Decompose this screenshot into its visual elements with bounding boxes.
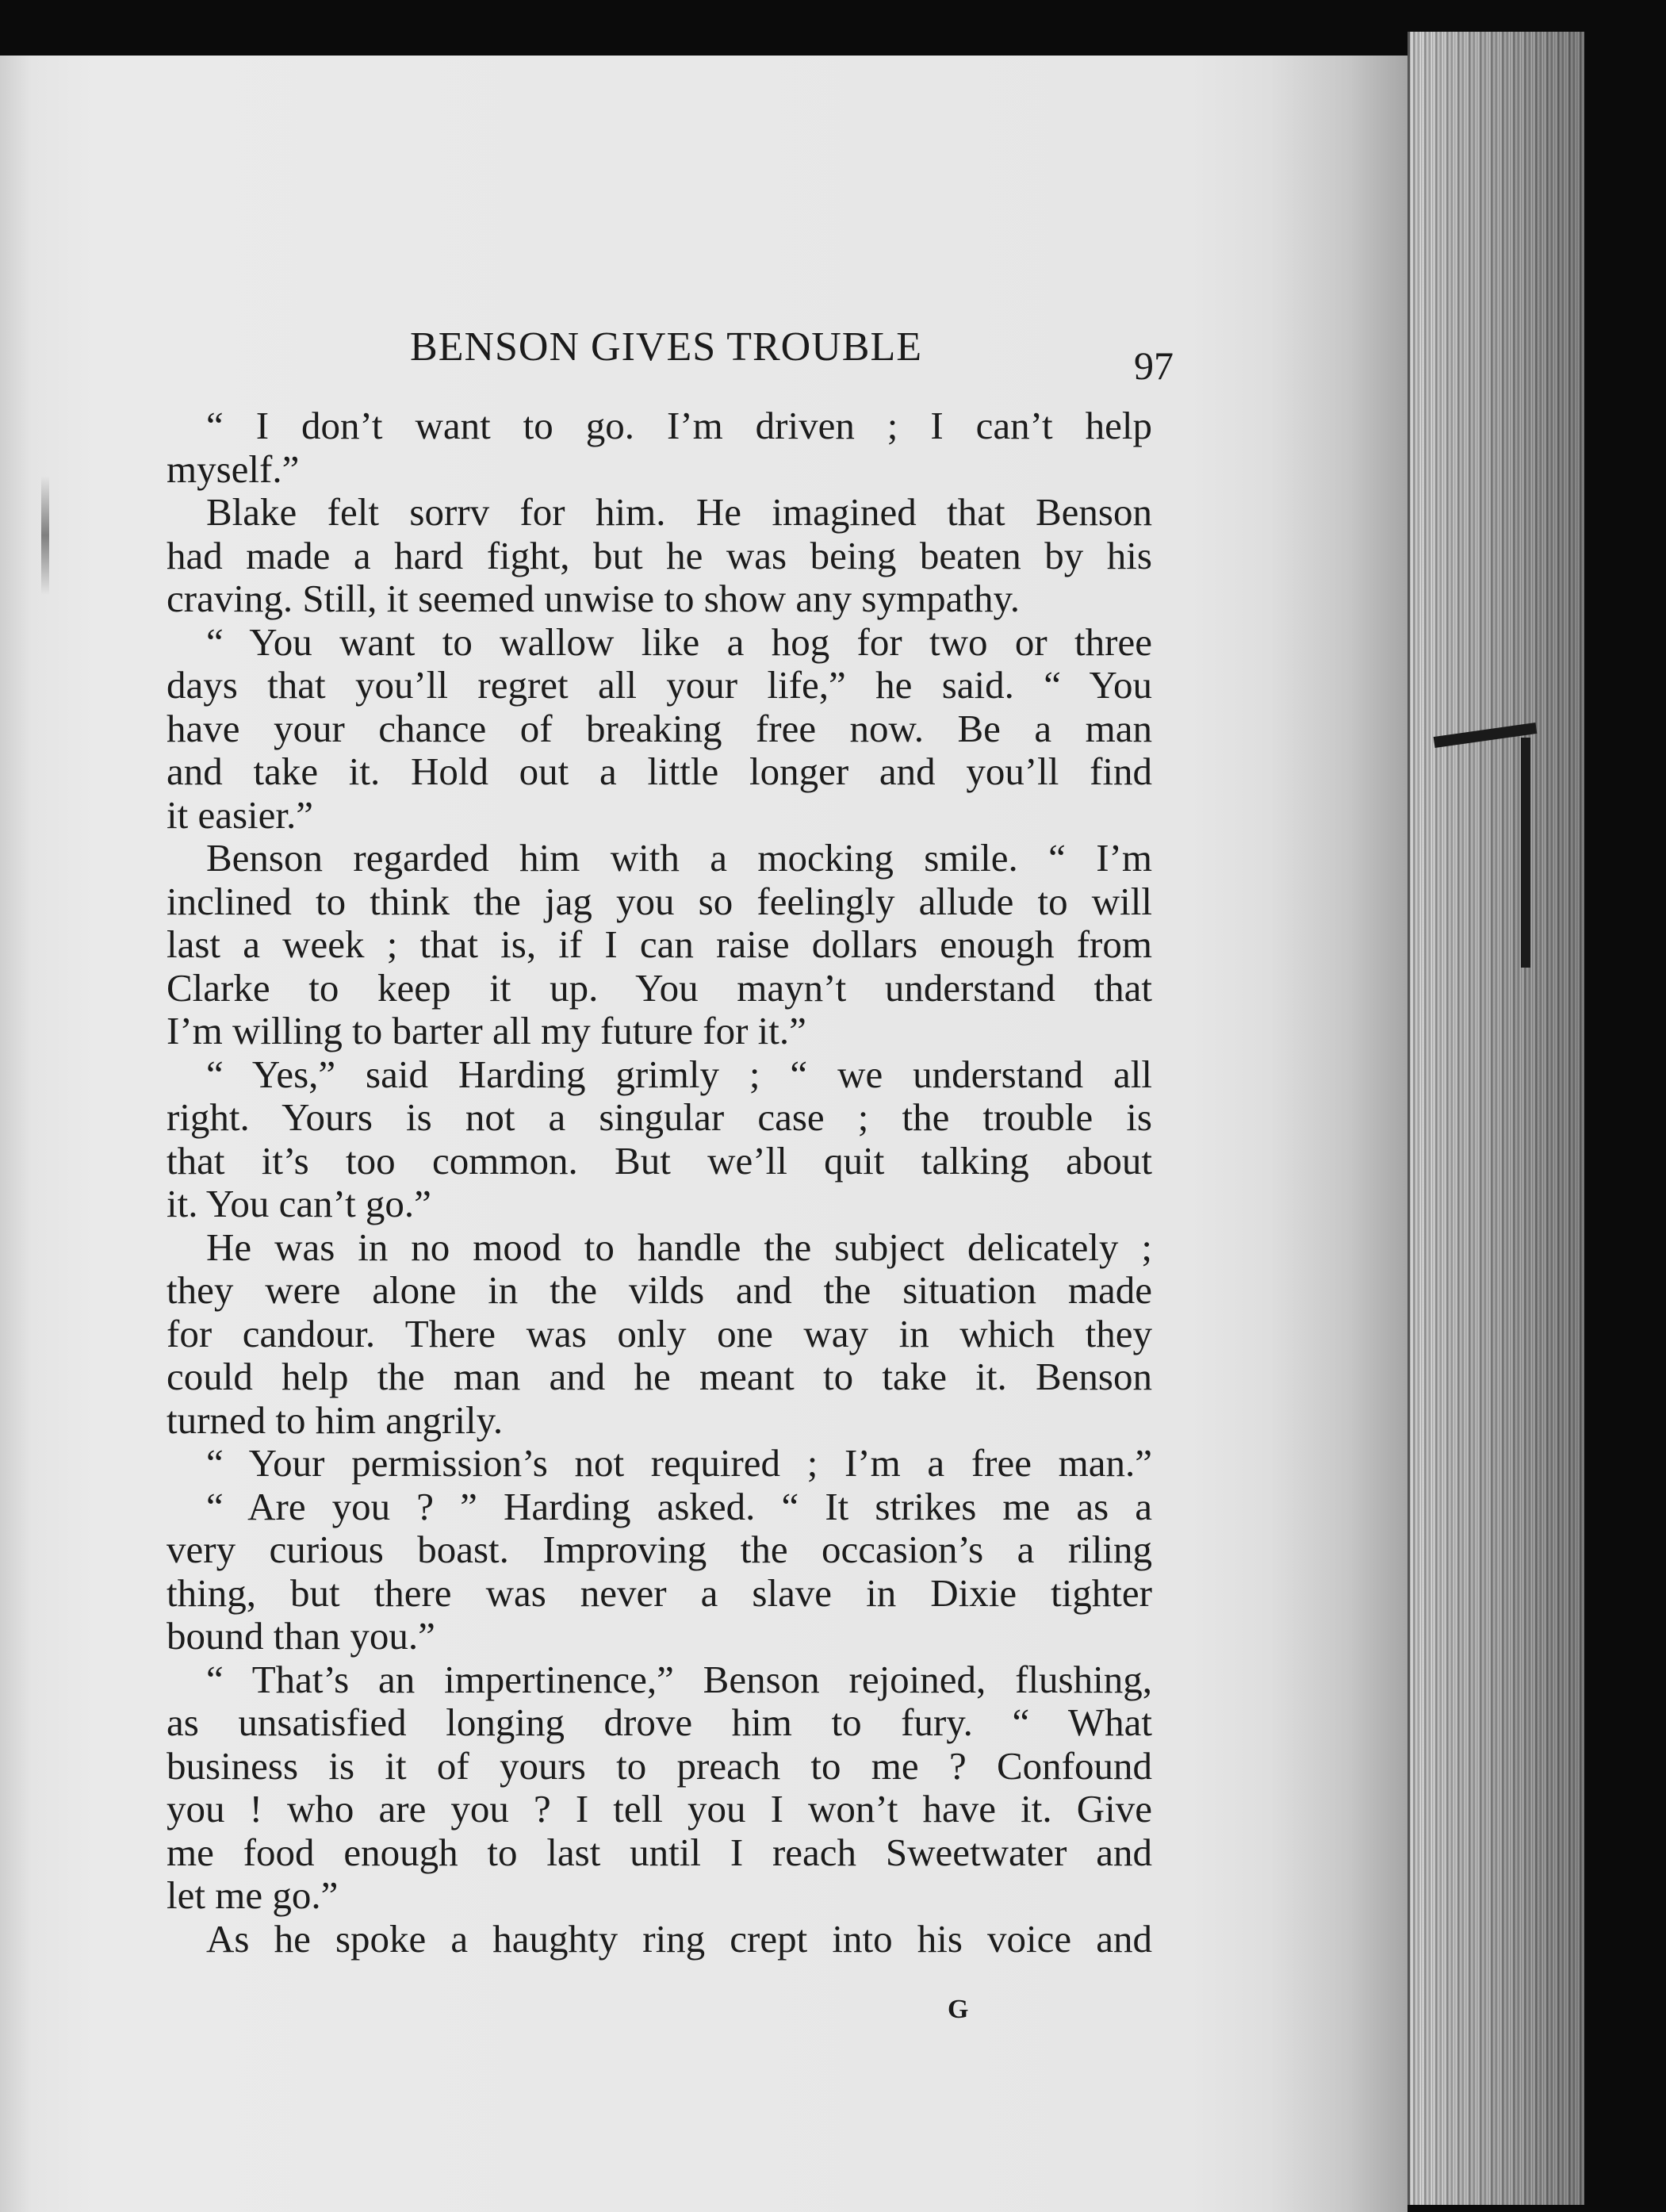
running-title: BENSON GIVES TROUBLE <box>410 324 922 370</box>
text-line: I’m willing to barter all my future for it.” <box>167 1009 806 1052</box>
text-line: “ You want to wallow like a hog for two or three <box>206 619 1152 664</box>
body-text <box>167 404 1152 1961</box>
text-line: have your chance of breaking free now. Be a man <box>167 706 1152 750</box>
page-edges <box>1407 32 1584 2205</box>
text-line: had made a hard fight, but he was being beaten by his <box>167 533 1152 577</box>
text-line: He was in no mood to handle the subject delicately ; <box>206 1225 1152 1269</box>
text-line: “ Yes,” said Harding grimly ; “ we understand all <box>206 1052 1152 1096</box>
text-line: and take it. Hold out a little longer and you’ll find <box>167 749 1152 793</box>
text-line: Benson regarded him with a mocking smile. “ I’m <box>206 836 1152 880</box>
text-line: they were alone in the vilds and the situation made <box>167 1268 1152 1312</box>
text-line: could help the man and he meant to take it. Benson <box>167 1355 1152 1398</box>
text-line: Clarke to keep it up. You mayn’t understand that <box>167 965 1152 1010</box>
text-line: for candour. There was only one way in which they <box>167 1311 1152 1355</box>
text-line: turned to him angrily. <box>167 1397 504 1442</box>
edge-mark <box>1521 738 1530 968</box>
text-line: it. You can’t go.” <box>167 1182 431 1225</box>
text-line: right. Yours is not a singular case ; the trouble is <box>167 1095 1152 1139</box>
signature-mark: G <box>948 1995 969 2024</box>
text-line: “ Are you ? ” Harding asked. “ It strikes me as a <box>206 1484 1152 1528</box>
text-line: “ That’s an impertinence,” Benson rejoined, flushing, <box>206 1657 1152 1701</box>
text-line: craving. Still, it seemed unwise to show any sympathy. <box>167 577 1021 620</box>
text-line: days that you’ll regret all your life,” he said. “ You <box>167 663 1152 707</box>
text-line: bound than you.” <box>167 1614 435 1658</box>
text-line: Blake felt sorrv for him. He imagined that Benson <box>206 490 1152 534</box>
text-line: last a week ; that is, if I can raise dollars enough from <box>167 922 1152 966</box>
text-line: inclined to think the jag you so feelingly allude to will <box>167 879 1152 923</box>
text-line: “ I don’t want to go. I’m driven ; I can’t help <box>206 404 1152 447</box>
text-line: As he spoke a haughty ring crept into his voice and <box>206 1916 1152 1961</box>
text-line: myself.” <box>167 447 300 491</box>
text-line: that it’s too common. But we’ll quit talking about <box>167 1138 1152 1183</box>
gutter-mark <box>41 476 49 595</box>
text-line: let me go.” <box>167 1873 339 1917</box>
text-line: you ! who are you ? I tell you I won’t have it. Give <box>167 1787 1152 1831</box>
page-curve-shadow <box>1269 56 1407 2212</box>
text-line: thing, but there was never a slave in Dixie tighter <box>167 1570 1152 1615</box>
text-line: business is it of yours to preach to me ? Confound <box>167 1743 1152 1788</box>
text-line: it easier.” <box>167 792 314 837</box>
text-line: very curious boast. Improving the occasion’s a riling <box>167 1528 1152 1571</box>
text-line: “ Your permission’s not required ; I’m a free man.” <box>206 1441 1152 1485</box>
page-number: 97 <box>1134 343 1174 388</box>
text-line: me food enough to last until I reach Sweetwater and <box>167 1830 1152 1874</box>
text-line: as unsatisfied longing drove him to fury. “ What <box>167 1700 1152 1744</box>
